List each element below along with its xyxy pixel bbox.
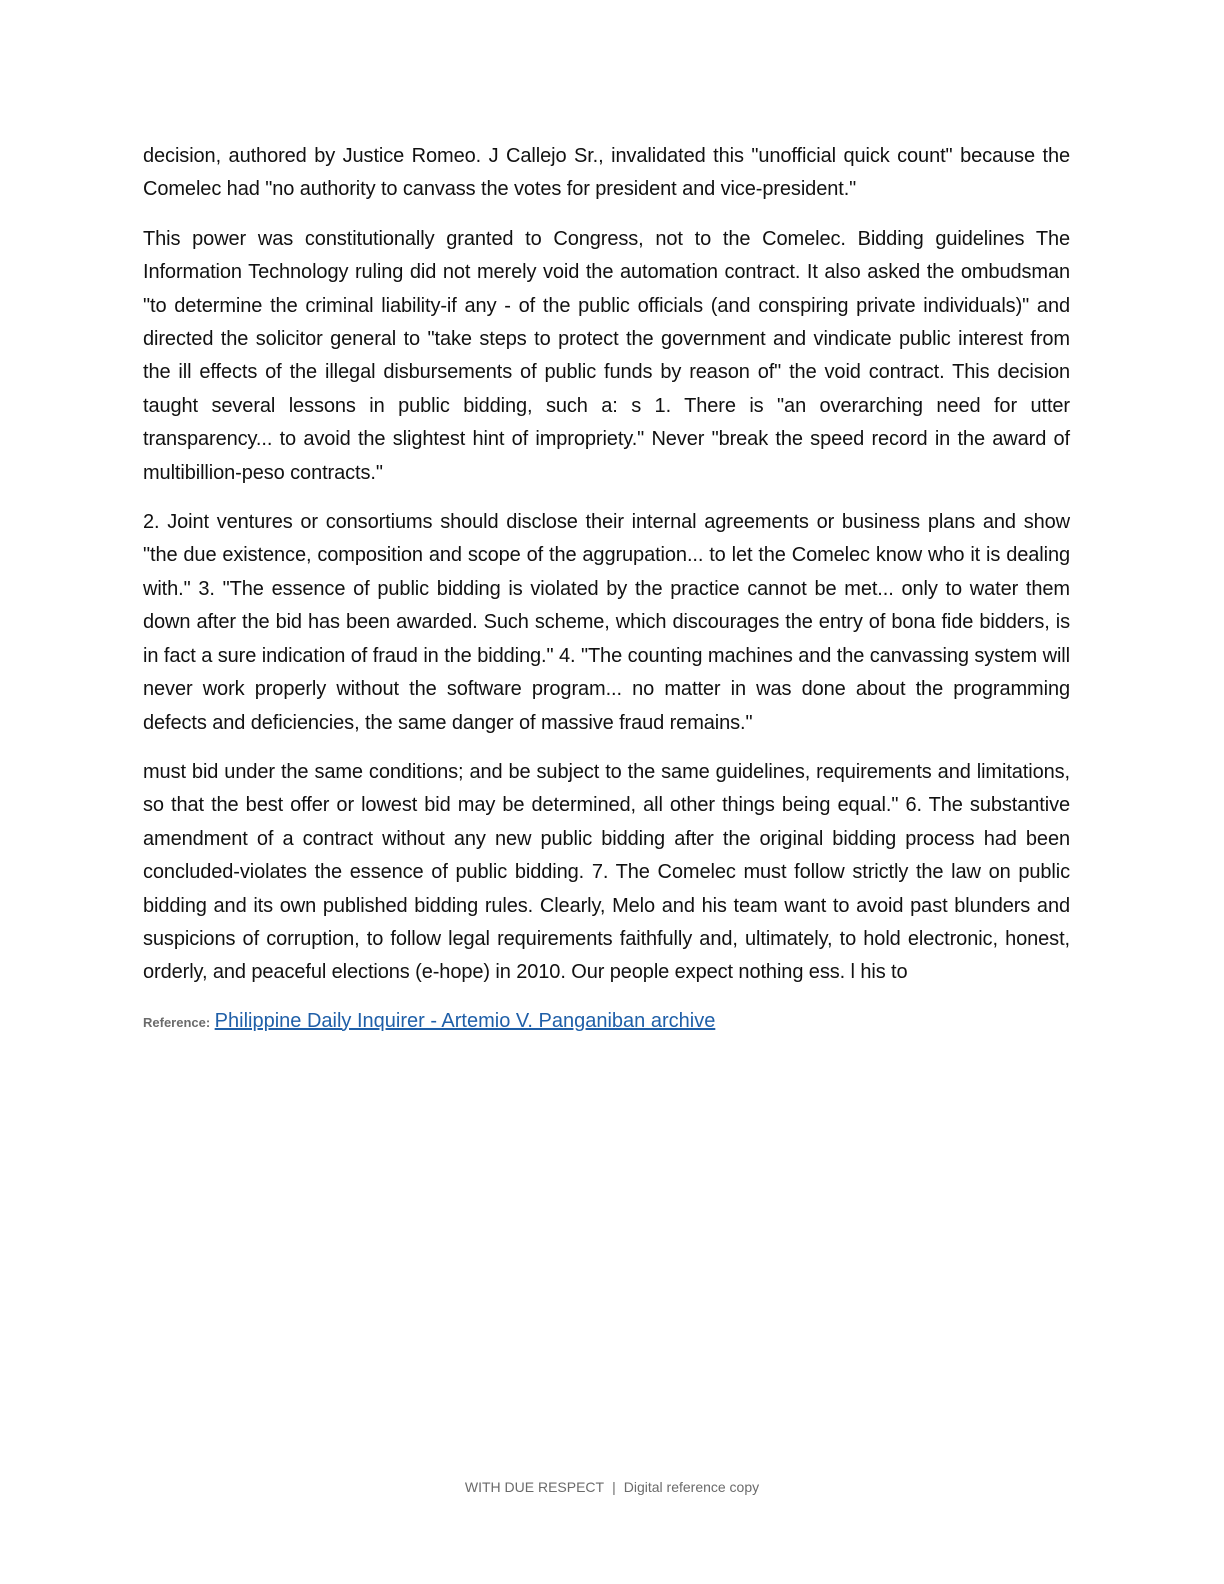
footer-separator: | (612, 1479, 616, 1495)
page-footer (0, 1479, 1224, 1495)
footer-publication: WITH DUE RESPECT (464, 1479, 605, 1495)
reference-label: Reference: (143, 1014, 211, 1030)
footer-copy-note: Digital reference copy (623, 1479, 760, 1495)
reference-line (143, 1006, 1070, 1038)
reference-link[interactable]: Philippine Daily Inquirer - Artemio V. Panganiban archive (214, 1009, 716, 1032)
paragraph-3: 2. Joint ventures or consortiums should disclose their internal agreements or business plans and show "the due existence, composition and scope of the aggrupation... to let the Comelec know who it is dealing with." 3. "The essence of public bidding is violated by the practice cannot be met... only to water them down after the bid has been awarded. Such scheme, which discourages the entry of bona fide bidders, is in fact a sure indication of fraud in the bidding." 4. "The counting machines and the canvassing system will never work properly without the software program... no matter in was done about the programming defects and deficiencies, the same danger of massive fraud remains." (143, 511, 1070, 734)
paragraph-2: This power was constitutionally granted to Congress, not to the Comelec. Bidding guidelines The Information Technology ruling did not merely void the automation contract. It also asked the ombudsman "to determine the criminal liability-if any - of the public officials (and conspiring private individuals)" and directed the solicitor general to "take steps to protect the government and vindicate public interest from the ill effects of the illegal disbursements of public funds by reason of" the void contract. This decision taught several lessons in public bidding, such a: s 1. There is "an overarching need for utter transparency... to avoid the slightest hint of impropriety." Never "break the speed record in the award of multibillion-peso contracts." (143, 227, 1070, 484)
paragraph-1: decision, authored by Justice Romeo. J Callejo Sr., invalidated this "unofficial quick count" because the Comelec had "no authority to canvass the votes for president and vice-president." (143, 145, 1070, 201)
paragraph-4: must bid under the same conditions; and be subject to the same guidelines, requirements and limitations, so that the best offer or lowest bid may be determined, all other things being equal." 6. The substantive amendment of a contract without any new public bidding after the original bidding process had been concluded-violates the essence of public bidding. 7. The Comelec must follow strictly the law on public bidding and its own published bidding rules. Clearly, Melo and his team want to avoid past blunders and suspicions of corruption, to follow legal requirements faithfully and, ultimately, to hold electronic, honest, orderly, and peaceful elections (e-hope) in 2010. Our people expect nothing ess. l his to (143, 760, 1070, 984)
article-body (143, 140, 1070, 1038)
